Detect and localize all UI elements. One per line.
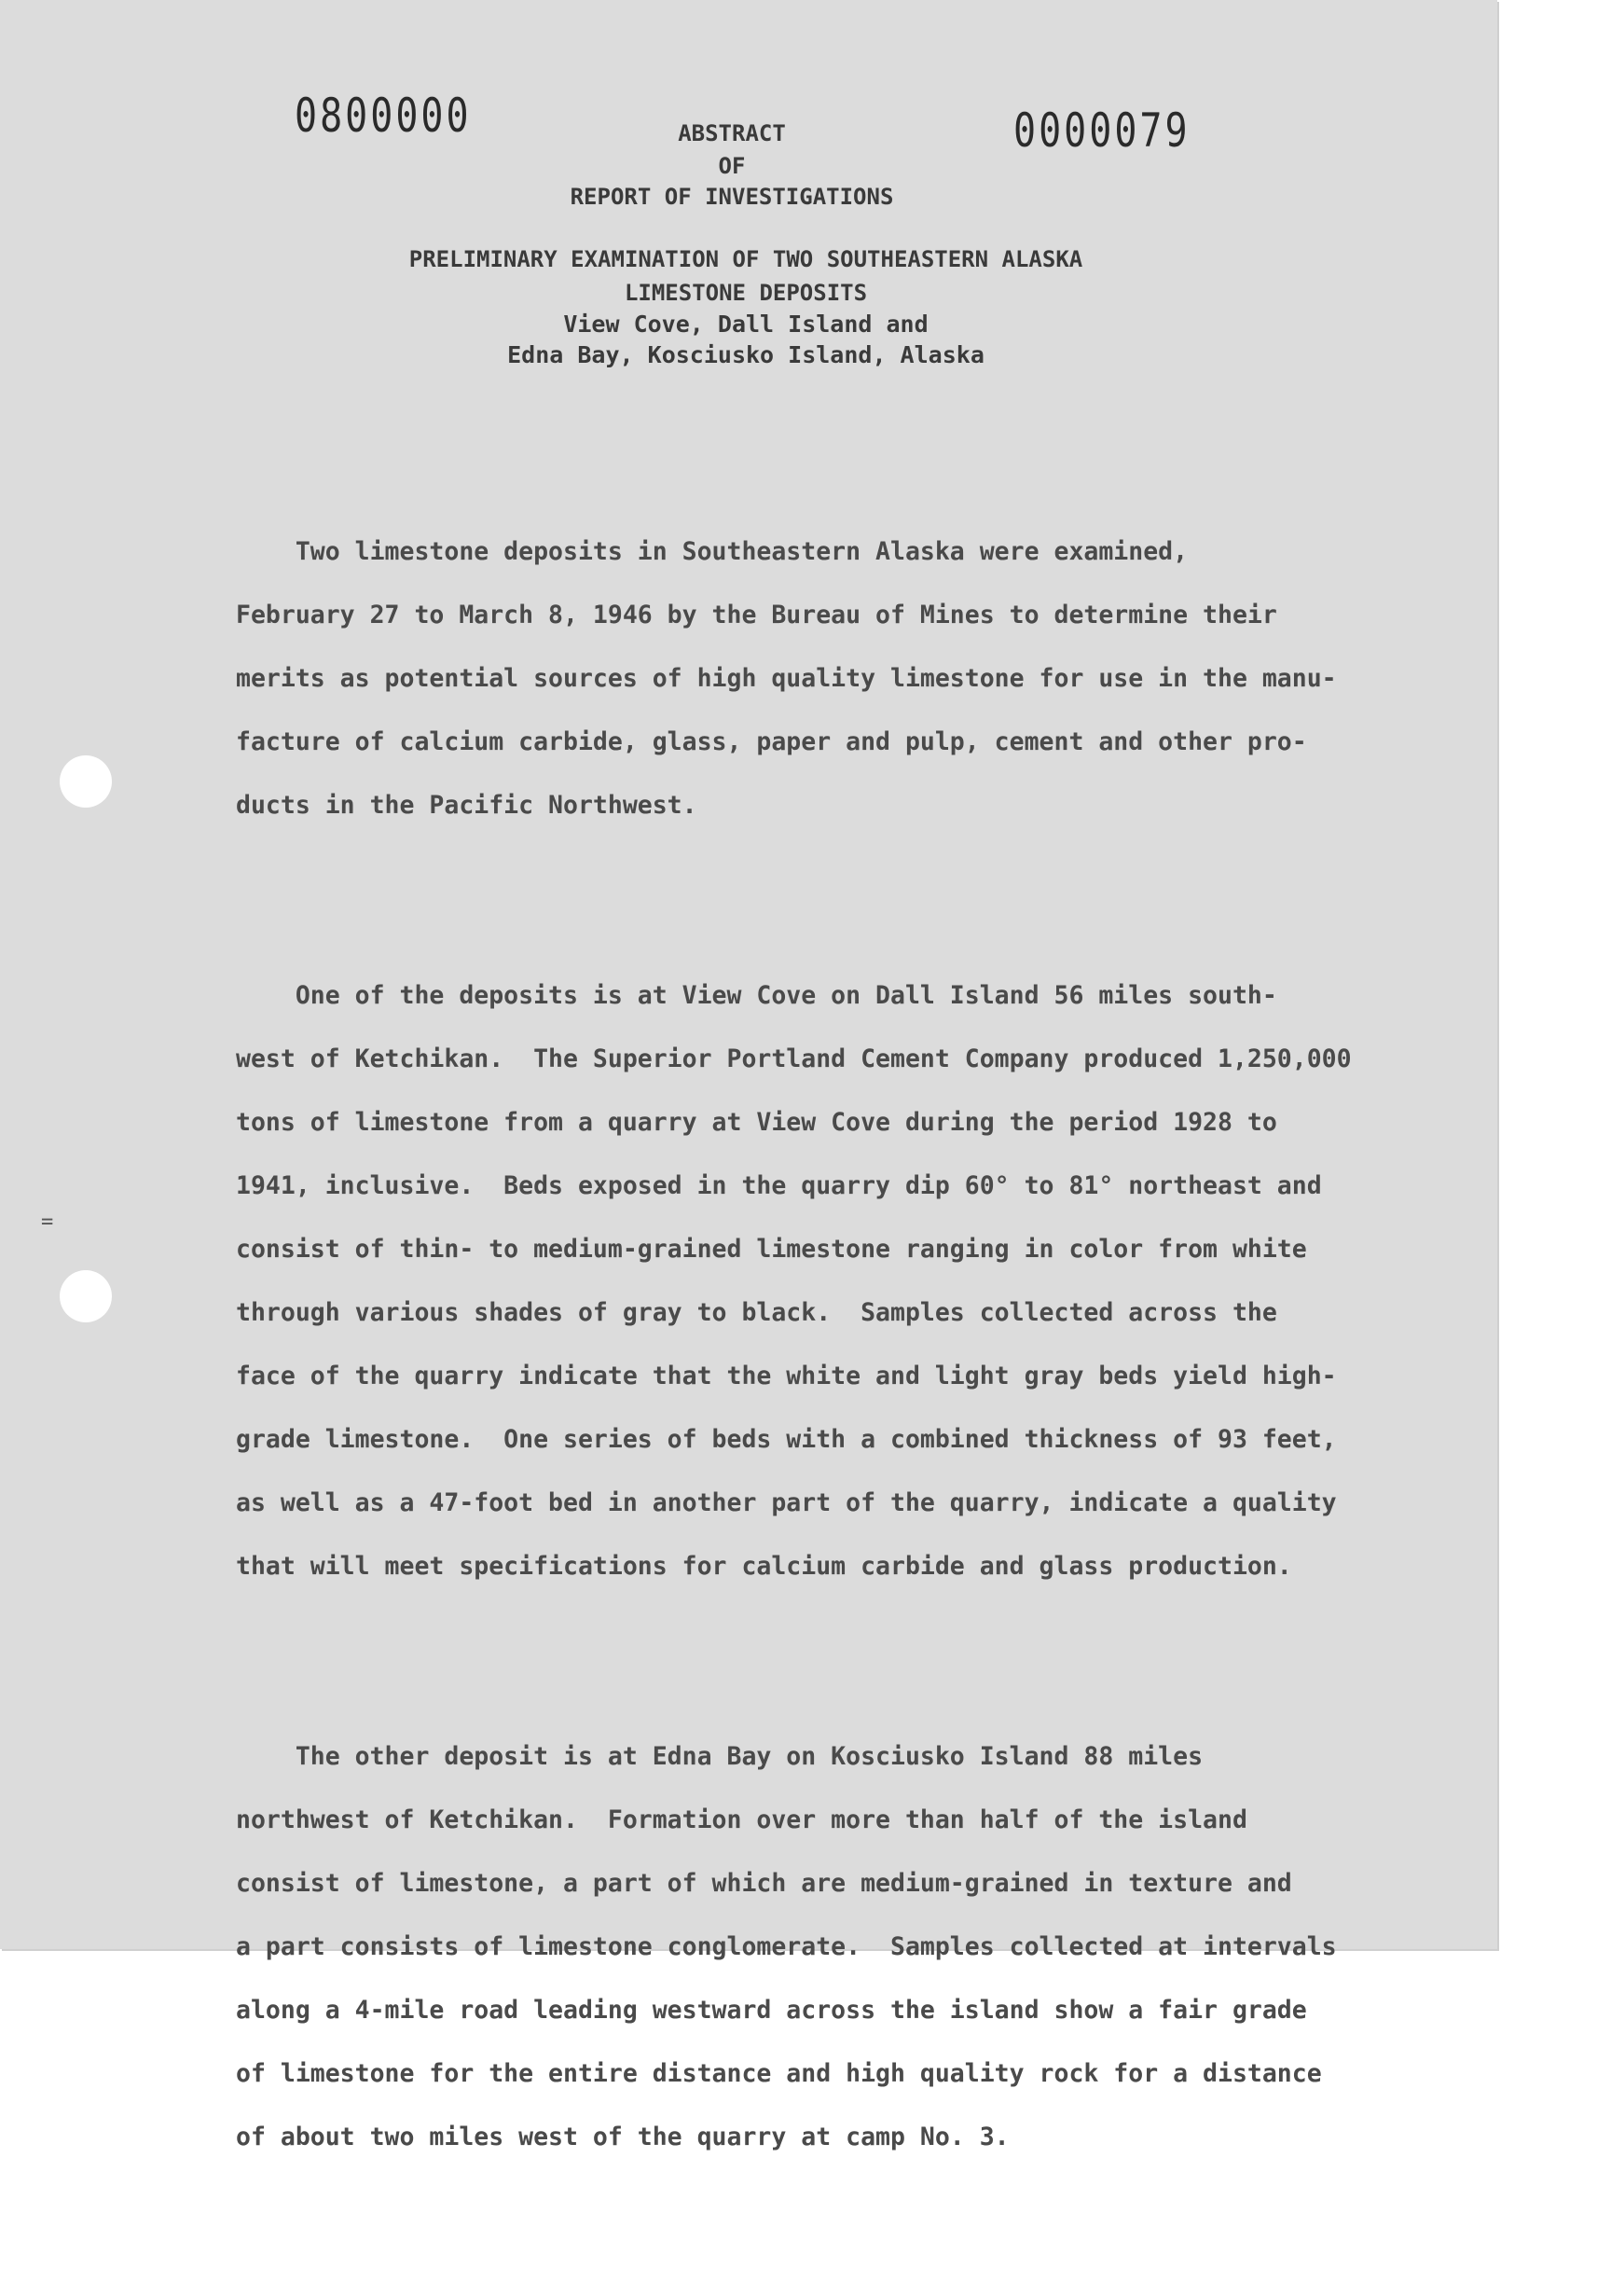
- document-subtitle-line-2: Edna Bay, Kosciusko Island, Alaska: [507, 341, 984, 368]
- stamp-number-right: 0000079: [1013, 104, 1191, 159]
- document-subtitle: View Cove, Dall Island and: [563, 311, 929, 338]
- body-text: [236, 394, 1401, 2296]
- heading-of: OF: [718, 153, 746, 179]
- heading-report: REPORT OF INVESTIGATIONS: [570, 184, 894, 210]
- heading-abstract: ABSTRACT: [678, 120, 786, 146]
- paragraph-3: The other deposit is at Edna Bay on Kosciusko Island 88 miles northwest of Ketchikan. Formation over more than half of the island consist of limestone, a part of which are medium-grained in texture and a part consists of limestone conglomerate. Samples collected at intervals along a 4-mile road leading westward across the island show a fair grade of limestone for the entire distance and high quality rock for a distance of about two miles west of the quarry at camp No. 3.: [236, 1742, 1337, 2151]
- paragraph-2: One of the deposits is at View Cove on Dall Island 56 miles south- west of Ketchikan. The Superior Portland Cement Company produced 1,250,000 tons of limestone from a quarry at View Cove during the period 1928 to 1941, inclusive. Beds exposed in the quarry dip 60° to 81° northeast and consist of thin- to medium-grained limestone ranging in color from white through various shades of gray to black. Samples collected across the face of the quarry indicate that the white and light gray beds yield high- grade limestone. One series of beds with a combined thickness of 93 feet, as well as a 47-foot bed in another part of the quarry, indicate a quality that will meet specifications for calcium carbide and glass production.: [236, 981, 1352, 1581]
- margin-mark: =: [41, 1210, 54, 1234]
- document-title-line-2: LIMESTONE DEPOSITS: [624, 280, 868, 306]
- document-title: PRELIMINARY EXAMINATION OF TWO SOUTHEASTERN ALASKA: [408, 246, 1083, 272]
- paragraph-1: Two limestone deposits in Southeastern Alaska were examined, February 27 to March 8, 1946 by the Bureau of Mines to determine their merits as potential sources of high quality limestone for use in the manu- facture of calcium carbide, glass, paper and pulp, cement and other pro- ducts in the Pacific Northwest.: [236, 537, 1337, 820]
- punch-hole: [60, 1270, 112, 1322]
- punch-hole: [60, 755, 112, 808]
- stamp-number-left: 0800000: [295, 90, 472, 144]
